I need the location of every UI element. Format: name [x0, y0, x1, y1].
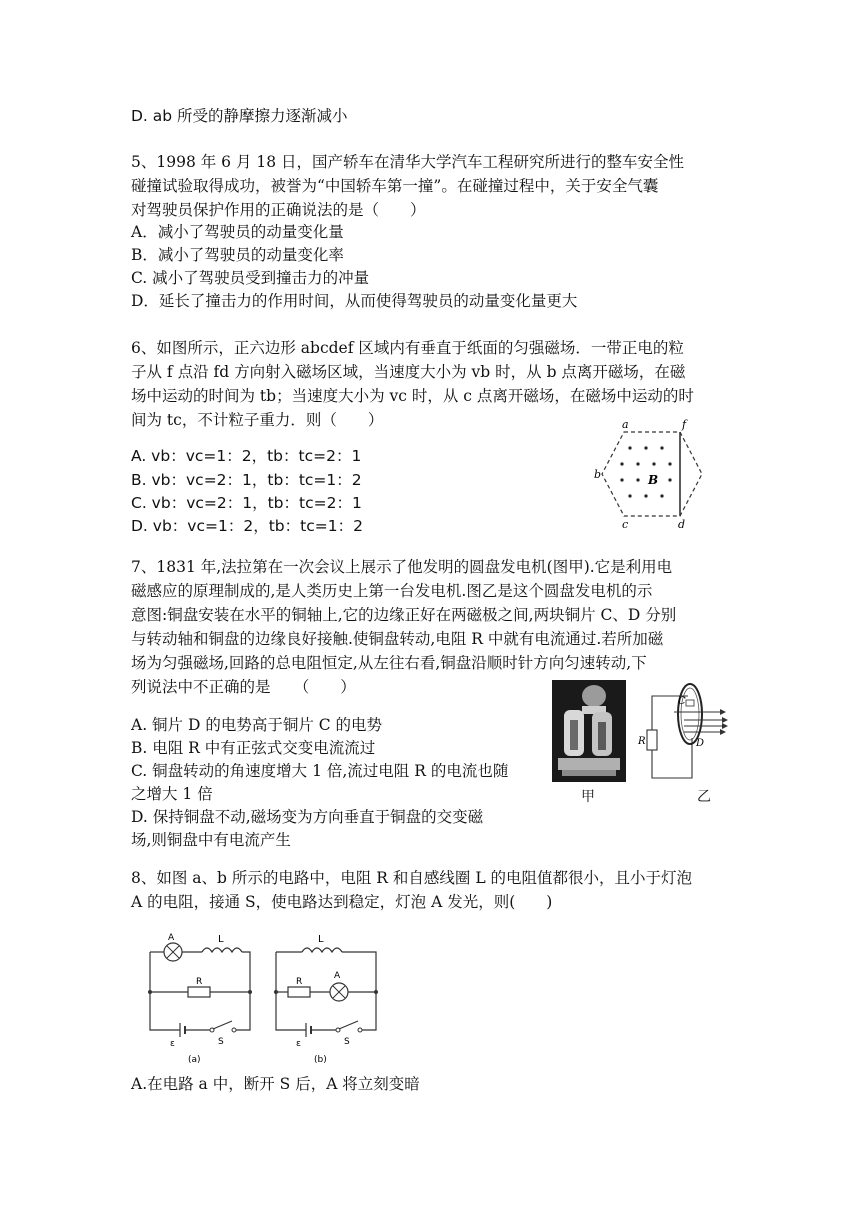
circuit-b-label-r: R: [296, 977, 303, 987]
q8-stem-line-1: 8、如图 a、b 所示的电路中，电阻 R 和自感线圈 L 的电阻值都很小，且小于灯泡: [131, 869, 693, 887]
q5-option-c: C. 减小了驾驶员受到撞击力的冲量: [131, 269, 370, 287]
q6-option-b: B. vb：vc=2：1，tb：tc=1：2: [131, 471, 362, 489]
q5-option-b: B．减小了驾驶员的动量变化率: [131, 246, 344, 264]
schematic-label-d: D: [696, 738, 705, 749]
q7-stem-line-3: 意图:铜盘安装在水平的铜轴上,它的边缘正好在两磁极之间,两块铜片 C、D 分别: [131, 606, 677, 624]
hex-label-f: f: [682, 418, 687, 431]
caption-yi: 乙: [697, 789, 711, 805]
q7-stem-line-5: 场为匀强磁场,回路的总电阻恒定,从左往右看,铜盘沿顺时针方向匀速转动,下: [131, 654, 647, 672]
q7-option-d: D. 保持铜盘不动,磁场变为方向垂直于铜盘的交变磁: [131, 808, 484, 826]
q5-stem-line-3: 对驾驶员保护作用的正确说法的是（ ）: [131, 201, 426, 219]
q7-option-d-cont: 场,则铜盘中有电流产生: [131, 831, 291, 849]
q6-stem-line-4: 间为 tc，不计粒子重力．则（ ）: [131, 411, 384, 429]
q7-option-c: C. 铜盘转动的角速度增大 1 倍,流过电阻 R 的电流也随: [131, 762, 509, 780]
q5-stem-line-2: 碰撞试验取得成功，被誉为“中国轿车第一撞”。在碰撞过程中，关于安全气囊: [131, 177, 659, 195]
circuit-a-label-e: ε: [170, 1039, 175, 1049]
q8-stem-line-2: A 的电阻，接通 S，使电路达到稳定，灯泡 A 发光，则( ): [131, 893, 553, 911]
q7-option-b: B. 电阻 R 中有正弦式交变电流流过: [131, 739, 376, 757]
q5-stem-line-1: 5、1998 年 6 月 18 日，国产轿车在清华大学汽车工程研究所进行的整车安全性: [131, 153, 685, 171]
circuit-a-label-s: S: [218, 1037, 224, 1047]
circuit-b-label-l: L: [318, 934, 324, 945]
q7-option-a: A. 铜片 D 的电势高于铜片 C 的电势: [131, 716, 383, 734]
circuit-figures: [140, 928, 390, 1068]
hex-label-d: d: [678, 518, 686, 531]
q7-option-c-cont: 之增大 1 倍: [131, 785, 213, 803]
faraday-disk-photo: [552, 680, 626, 782]
q4-option-d: D. ab 所受的静摩擦力逐渐减小: [131, 107, 348, 125]
caption-jia: 甲: [581, 789, 595, 805]
circuit-a-label-l: L: [218, 934, 224, 945]
schematic-label-c: C: [678, 696, 686, 707]
circuit-b-label-s: S: [344, 1037, 350, 1047]
q7-stem-line-6: 列说法中不正确的是 （ ）: [131, 678, 356, 696]
schematic-label-r: R: [638, 736, 646, 747]
faraday-disk-schematic: [638, 676, 734, 786]
circuit-a-label-a: A: [168, 933, 175, 943]
q6-stem-line-1: 6、如图所示，正六边形 abcdef 区域内有垂直于纸面的匀强磁场．一带正电的粒: [131, 339, 684, 357]
q6-option-c: C. vb：vc=2：1，tb：tc=2：1: [131, 494, 362, 512]
hex-label-b: b: [594, 468, 602, 481]
q8-option-a: A.在电路 a 中，断开 S 后，A 将立刻变暗: [131, 1075, 420, 1093]
q6-stem-line-3: 场中运动的时间为 tb；当速度大小为 vc 时，从 c 点离开磁场，在磁场中运动的时: [131, 387, 694, 405]
q7-stem-line-2: 磁感应的原理制成的,是人类历史上第一台发电机.图乙是这个圆盘发电机的示: [131, 582, 653, 600]
circuit-a: [148, 933, 252, 1065]
hexagon-magnetic-field-figure: [594, 418, 714, 530]
q7-stem-line-1: 7、1831 年,法拉第在一次会议上展示了他发明的圆盘发电机(图甲).它是利用电: [131, 558, 673, 576]
q6-stem-line-2: 子从 f 点沿 fd 方向射入磁场区域，当速度大小为 vb 时，从 b 点离开磁场，在磁: [131, 363, 686, 381]
q5-option-a: A．减小了驾驶员的动量变化量: [131, 223, 344, 241]
q6-option-d: D. vb：vc=1：2，tb：tc=1：2: [131, 517, 363, 535]
circuit-b-caption: (b): [314, 1055, 327, 1065]
circuit-b-label-e: ε: [296, 1039, 301, 1049]
circuit-a-label-r: R: [196, 977, 203, 987]
circuit-b-label-a: A: [334, 971, 341, 981]
hex-label-c: c: [622, 518, 629, 531]
q5-option-d: D．延长了撞击力的作用时间，从而使得驾驶员的动量变化量更大: [131, 292, 578, 310]
q6-option-a: A. vb：vc=1：2，tb：tc=2：1: [131, 447, 362, 465]
hex-label-a: a: [622, 418, 629, 431]
circuit-b: [274, 934, 378, 1065]
q7-stem-line-4: 与转动轴和铜盘的边缘良好接触.使铜盘转动,电阻 R 中就有电流通过.若所加磁: [131, 630, 664, 648]
circuit-a-caption: (a): [188, 1055, 201, 1065]
hex-label-field-b: B: [648, 473, 659, 487]
